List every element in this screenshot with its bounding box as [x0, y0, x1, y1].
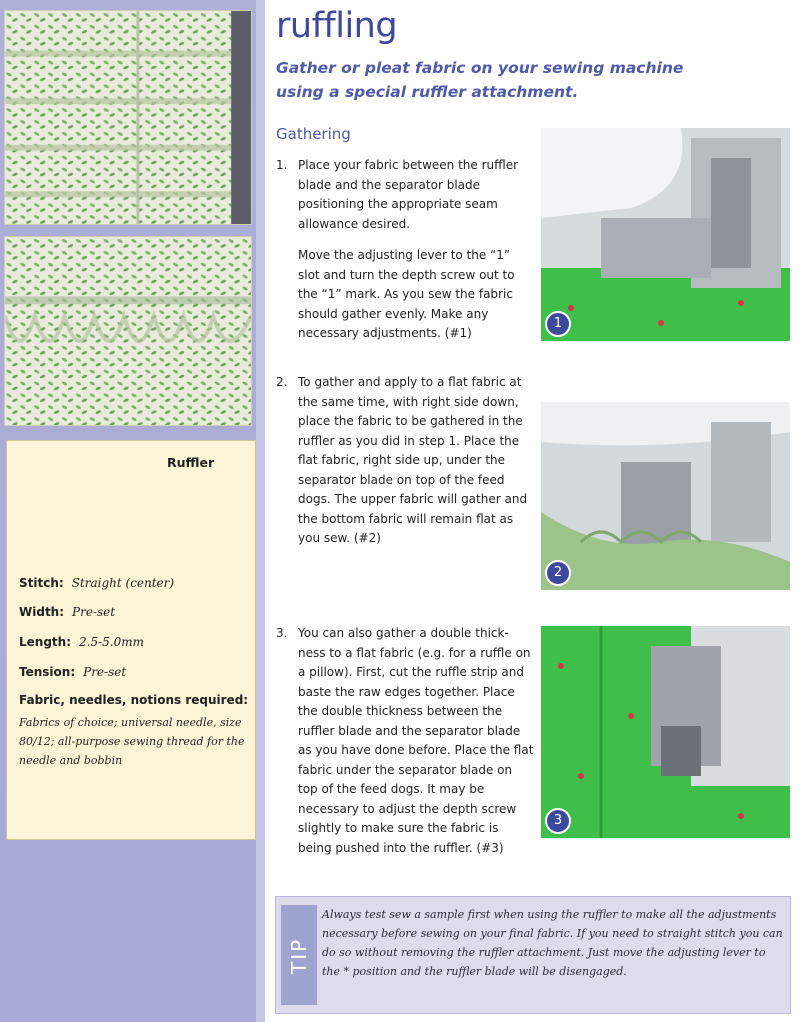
- notes-title: Ruffler: [167, 455, 215, 470]
- section-heading: Gathering: [276, 125, 351, 143]
- pleated-fabric-photo: [4, 10, 252, 225]
- spec-stitch: [19, 576, 174, 590]
- page-subtitle: Gather or pleat fabric on your sewing machine using a special ruffler attachment.: [276, 59, 684, 101]
- spec-value: Pre-set: [83, 665, 127, 679]
- tip-tab: [281, 905, 317, 1005]
- step-1: [276, 156, 534, 344]
- notes-box: [6, 440, 256, 840]
- step-1-photo: [541, 128, 790, 341]
- photo-number-badge: 3: [545, 808, 571, 834]
- requirements-text: Fabrics of choice; universal needle, size 80/12; all-purpose sewing thread for the needle and bobbin: [19, 716, 245, 767]
- spec-label: Length:: [19, 635, 71, 649]
- requirements-label: Fabric, needles, notions required:: [19, 693, 249, 707]
- step-2: [276, 373, 534, 549]
- spec-width: [19, 605, 115, 619]
- spec-label: Stitch:: [19, 576, 64, 590]
- tip-label: TIP: [287, 937, 311, 974]
- spec-value: 2.5-5.0mm: [79, 635, 144, 649]
- page-title: ruffling: [276, 6, 398, 46]
- step-3: [276, 624, 534, 858]
- photo-number-badge: 2: [545, 560, 571, 586]
- photo-number-badge: 1: [545, 311, 571, 337]
- step-text: You can also gather a double thick-ness to a flat fabric (e.g. for a ruffle on a pillow). First, cut the ruffle strip and baste the raw edges together. Place the double thickness between the ruffler blade and the separator blade as you have done before. Place the flat fabric under the separator blade on top of the feed dogs. It may be necessary to adjust the depth screw slightly to make sure the fabric is being pushed into the ruffler. (#3): [298, 626, 534, 855]
- spec-length: [19, 635, 144, 649]
- tip-box: [275, 896, 791, 1014]
- step-extra-text: Move the adjusting lever to the “1” slot and turn the depth screw out to the “1” mark. As you sew the fabric should gather evenly. Make any necessary adjustments. (#1): [298, 248, 515, 340]
- step-number: 2.: [276, 375, 288, 389]
- step-text: To gather and apply to a flat fabric at the same time, with right side down, place the fabric to be gathered in the ruffler as you did in step 1. Place the flat fabric, right side up, under the separator blade on top of the feed dogs. The upper fabric will gather and the bottom fabric will remain flat as you sew. (#2): [298, 375, 528, 545]
- spec-label: Tension:: [19, 665, 76, 679]
- step-2-photo: [541, 402, 790, 590]
- tip-text: Always test sew a sample first when using the ruffler to make all the adjustments necessary before sewing on your final fabric. If you need to straight stitch you can do so without removing the ruffler attachment. Just move the adjusting lever to the * position and the ruffler blade will be disengaged.: [322, 908, 783, 978]
- sidebar-edge: [256, 0, 265, 1022]
- step-text: Place your fabric between the ruffler blade and the separator blade positioning the appropriate seam allowance desired.: [298, 158, 519, 231]
- spec-tension: [19, 665, 126, 679]
- gathered-fabric-photo: [4, 236, 252, 426]
- step-number: 3.: [276, 626, 288, 640]
- spec-value: Straight (center): [71, 576, 175, 590]
- step-number: 1.: [276, 158, 288, 172]
- spec-label: Width:: [19, 605, 65, 619]
- step-3-photo: [541, 626, 790, 838]
- spec-value: Pre-set: [72, 605, 116, 619]
